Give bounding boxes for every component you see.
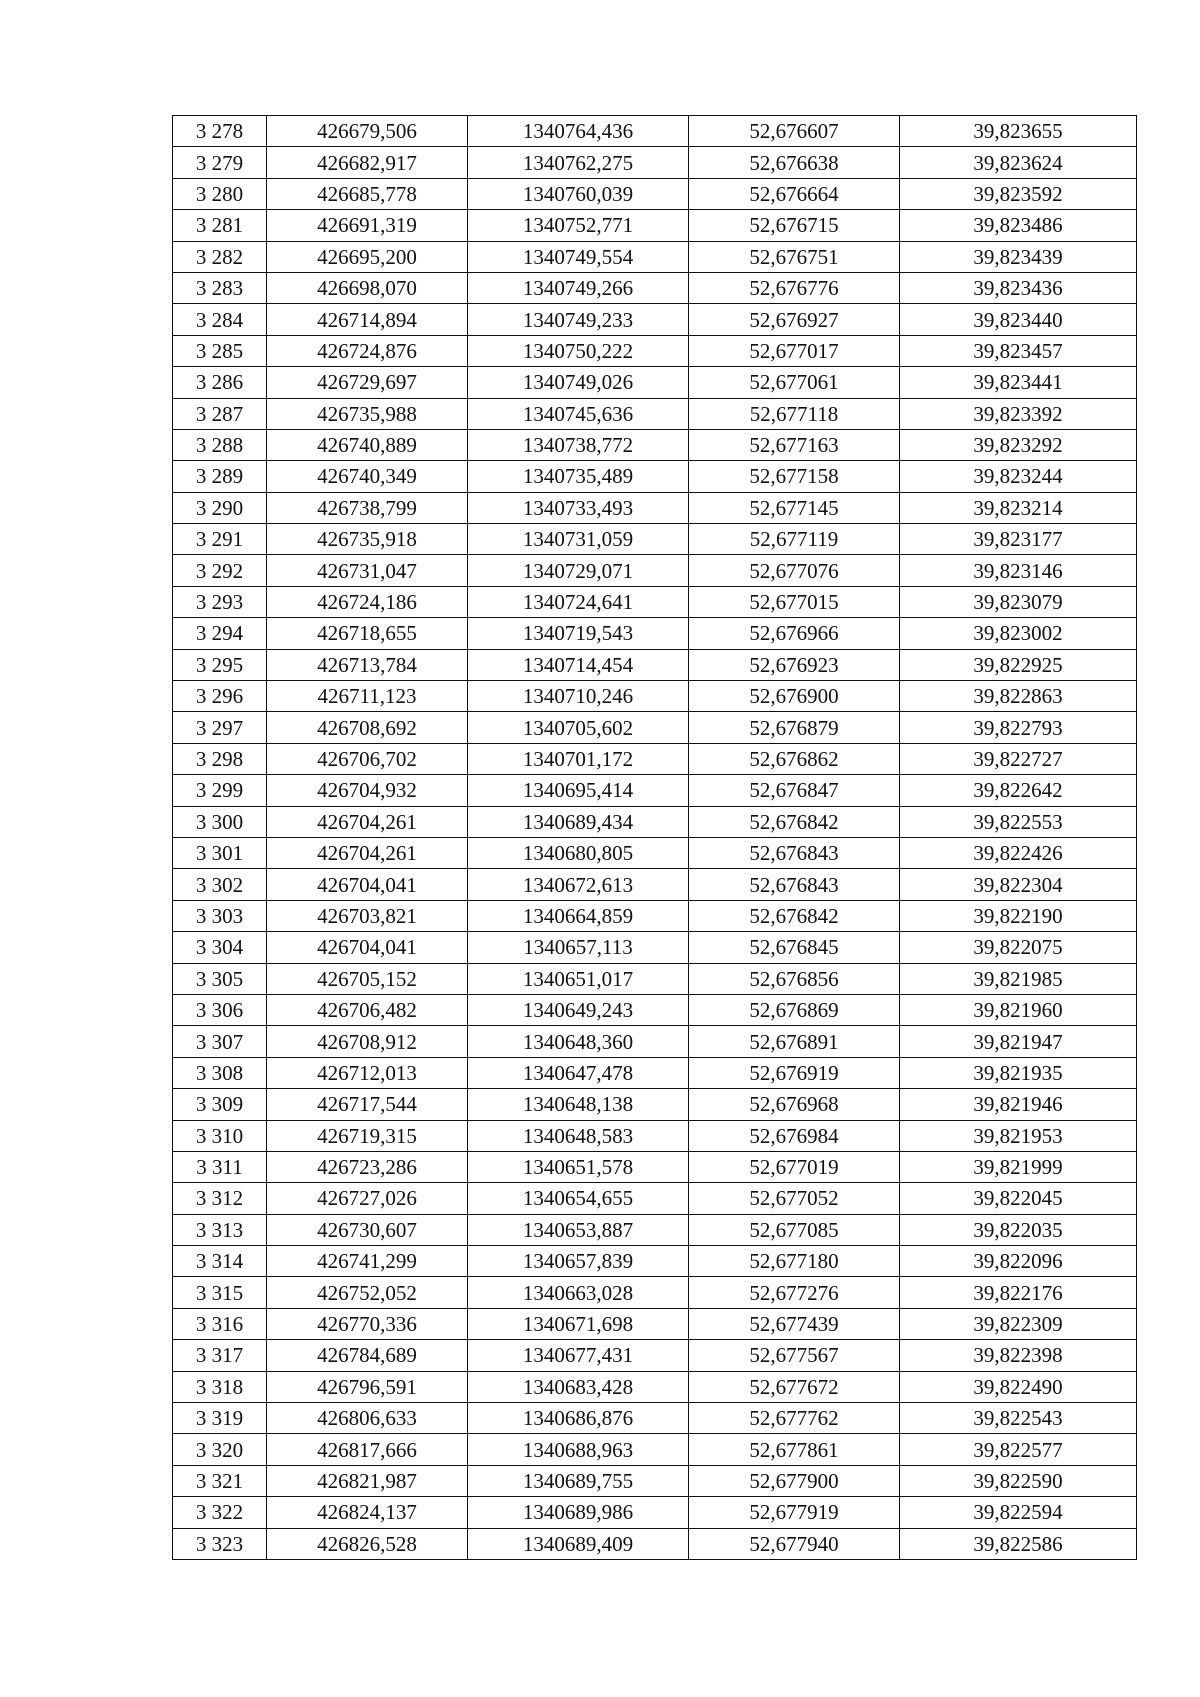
- latitude-cell: 52,677061: [689, 367, 900, 398]
- point-number-cell: 3 298: [173, 743, 267, 774]
- table-row: [173, 1214, 1137, 1245]
- longitude-cell: 39,821999: [900, 1151, 1137, 1182]
- table-row: [173, 555, 1137, 586]
- table-row: [173, 1089, 1137, 1120]
- x-coordinate-cell: 426735,988: [267, 398, 468, 429]
- x-coordinate-cell: 426740,889: [267, 429, 468, 460]
- longitude-cell: 39,823457: [900, 335, 1137, 366]
- longitude-cell: 39,823214: [900, 492, 1137, 523]
- table-row: [173, 932, 1137, 963]
- point-number-cell: 3 321: [173, 1465, 267, 1496]
- x-coordinate-cell: 426695,200: [267, 241, 468, 272]
- point-number-cell: 3 315: [173, 1277, 267, 1308]
- x-coordinate-cell: 426817,666: [267, 1434, 468, 1465]
- y-coordinate-cell: 1340764,436: [468, 116, 689, 147]
- table-row: [173, 1057, 1137, 1088]
- latitude-cell: 52,676891: [689, 1026, 900, 1057]
- longitude-cell: 39,823436: [900, 272, 1137, 303]
- y-coordinate-cell: 1340760,039: [468, 178, 689, 209]
- longitude-cell: 39,822309: [900, 1308, 1137, 1339]
- latitude-cell: 52,677439: [689, 1308, 900, 1339]
- y-coordinate-cell: 1340738,772: [468, 429, 689, 460]
- y-coordinate-cell: 1340672,613: [468, 869, 689, 900]
- point-number-cell: 3 318: [173, 1371, 267, 1402]
- point-number-cell: 3 283: [173, 272, 267, 303]
- longitude-cell: 39,823244: [900, 461, 1137, 492]
- longitude-cell: 39,822190: [900, 900, 1137, 931]
- latitude-cell: 52,676607: [689, 116, 900, 147]
- x-coordinate-cell: 426704,261: [267, 837, 468, 868]
- y-coordinate-cell: 1340671,698: [468, 1308, 689, 1339]
- y-coordinate-cell: 1340657,113: [468, 932, 689, 963]
- latitude-cell: 52,676869: [689, 994, 900, 1025]
- x-coordinate-cell: 426708,912: [267, 1026, 468, 1057]
- longitude-cell: 39,823592: [900, 178, 1137, 209]
- table-row: [173, 1277, 1137, 1308]
- longitude-cell: 39,821935: [900, 1057, 1137, 1088]
- point-number-cell: 3 322: [173, 1497, 267, 1528]
- x-coordinate-cell: 426724,876: [267, 335, 468, 366]
- x-coordinate-cell: 426706,702: [267, 743, 468, 774]
- x-coordinate-cell: 426714,894: [267, 304, 468, 335]
- point-number-cell: 3 297: [173, 712, 267, 743]
- point-number-cell: 3 305: [173, 963, 267, 994]
- y-coordinate-cell: 1340701,172: [468, 743, 689, 774]
- table-row: [173, 335, 1137, 366]
- y-coordinate-cell: 1340648,138: [468, 1089, 689, 1120]
- longitude-cell: 39,822586: [900, 1528, 1137, 1559]
- latitude-cell: 52,676843: [689, 869, 900, 900]
- point-number-cell: 3 309: [173, 1089, 267, 1120]
- latitude-cell: 52,677017: [689, 335, 900, 366]
- longitude-cell: 39,822075: [900, 932, 1137, 963]
- latitude-cell: 52,677861: [689, 1434, 900, 1465]
- latitude-cell: 52,677672: [689, 1371, 900, 1402]
- point-number-cell: 3 281: [173, 210, 267, 241]
- longitude-cell: 39,822553: [900, 806, 1137, 837]
- table-row: [173, 963, 1137, 994]
- latitude-cell: 52,676751: [689, 241, 900, 272]
- longitude-cell: 39,823624: [900, 147, 1137, 178]
- point-number-cell: 3 313: [173, 1214, 267, 1245]
- point-number-cell: 3 294: [173, 618, 267, 649]
- y-coordinate-cell: 1340733,493: [468, 492, 689, 523]
- x-coordinate-cell: 426706,482: [267, 994, 468, 1025]
- point-number-cell: 3 292: [173, 555, 267, 586]
- table-row: [173, 272, 1137, 303]
- table-row: [173, 869, 1137, 900]
- x-coordinate-cell: 426718,655: [267, 618, 468, 649]
- x-coordinate-cell: 426796,591: [267, 1371, 468, 1402]
- point-number-cell: 3 282: [173, 241, 267, 272]
- point-number-cell: 3 287: [173, 398, 267, 429]
- x-coordinate-cell: 426711,123: [267, 681, 468, 712]
- x-coordinate-cell: 426703,821: [267, 900, 468, 931]
- longitude-cell: 39,823441: [900, 367, 1137, 398]
- table-row: [173, 1340, 1137, 1371]
- point-number-cell: 3 308: [173, 1057, 267, 1088]
- latitude-cell: 52,676776: [689, 272, 900, 303]
- longitude-cell: 39,822176: [900, 1277, 1137, 1308]
- table-row: [173, 712, 1137, 743]
- longitude-cell: 39,823292: [900, 429, 1137, 460]
- longitude-cell: 39,823177: [900, 524, 1137, 555]
- latitude-cell: 52,676879: [689, 712, 900, 743]
- x-coordinate-cell: 426821,987: [267, 1465, 468, 1496]
- latitude-cell: 52,676900: [689, 681, 900, 712]
- latitude-cell: 52,676843: [689, 837, 900, 868]
- y-coordinate-cell: 1340749,233: [468, 304, 689, 335]
- latitude-cell: 52,677163: [689, 429, 900, 460]
- table-row: [173, 586, 1137, 617]
- longitude-cell: 39,823439: [900, 241, 1137, 272]
- y-coordinate-cell: 1340705,602: [468, 712, 689, 743]
- latitude-cell: 52,676927: [689, 304, 900, 335]
- table-row: [173, 806, 1137, 837]
- x-coordinate-cell: 426826,528: [267, 1528, 468, 1559]
- y-coordinate-cell: 1340729,071: [468, 555, 689, 586]
- y-coordinate-cell: 1340653,887: [468, 1214, 689, 1245]
- table-row: [173, 618, 1137, 649]
- latitude-cell: 52,677119: [689, 524, 900, 555]
- table-row: [173, 837, 1137, 868]
- y-coordinate-cell: 1340680,805: [468, 837, 689, 868]
- latitude-cell: 52,677052: [689, 1183, 900, 1214]
- table-row: [173, 994, 1137, 1025]
- point-number-cell: 3 291: [173, 524, 267, 555]
- point-number-cell: 3 279: [173, 147, 267, 178]
- x-coordinate-cell: 426698,070: [267, 272, 468, 303]
- point-number-cell: 3 290: [173, 492, 267, 523]
- latitude-cell: 52,677900: [689, 1465, 900, 1496]
- y-coordinate-cell: 1340762,275: [468, 147, 689, 178]
- longitude-cell: 39,822304: [900, 869, 1137, 900]
- table-row: [173, 1465, 1137, 1496]
- point-number-cell: 3 304: [173, 932, 267, 963]
- x-coordinate-cell: 426713,784: [267, 649, 468, 680]
- table-row: [173, 1308, 1137, 1339]
- y-coordinate-cell: 1340651,578: [468, 1151, 689, 1182]
- latitude-cell: 52,677158: [689, 461, 900, 492]
- latitude-cell: 52,676842: [689, 806, 900, 837]
- longitude-cell: 39,822727: [900, 743, 1137, 774]
- latitude-cell: 52,677015: [689, 586, 900, 617]
- latitude-cell: 52,677567: [689, 1340, 900, 1371]
- point-number-cell: 3 302: [173, 869, 267, 900]
- y-coordinate-cell: 1340649,243: [468, 994, 689, 1025]
- x-coordinate-cell: 426824,137: [267, 1497, 468, 1528]
- x-coordinate-cell: 426717,544: [267, 1089, 468, 1120]
- y-coordinate-cell: 1340648,583: [468, 1120, 689, 1151]
- latitude-cell: 52,676664: [689, 178, 900, 209]
- longitude-cell: 39,821946: [900, 1089, 1137, 1120]
- table-row: [173, 775, 1137, 806]
- x-coordinate-cell: 426740,349: [267, 461, 468, 492]
- latitude-cell: 52,677919: [689, 1497, 900, 1528]
- y-coordinate-cell: 1340654,655: [468, 1183, 689, 1214]
- point-number-cell: 3 317: [173, 1340, 267, 1371]
- y-coordinate-cell: 1340663,028: [468, 1277, 689, 1308]
- longitude-cell: 39,822793: [900, 712, 1137, 743]
- x-coordinate-cell: 426730,607: [267, 1214, 468, 1245]
- x-coordinate-cell: 426712,013: [267, 1057, 468, 1088]
- y-coordinate-cell: 1340710,246: [468, 681, 689, 712]
- y-coordinate-cell: 1340719,543: [468, 618, 689, 649]
- longitude-cell: 39,822863: [900, 681, 1137, 712]
- y-coordinate-cell: 1340686,876: [468, 1403, 689, 1434]
- y-coordinate-cell: 1340689,409: [468, 1528, 689, 1559]
- latitude-cell: 52,676968: [689, 1089, 900, 1120]
- x-coordinate-cell: 426729,697: [267, 367, 468, 398]
- x-coordinate-cell: 426719,315: [267, 1120, 468, 1151]
- x-coordinate-cell: 426723,286: [267, 1151, 468, 1182]
- latitude-cell: 52,677276: [689, 1277, 900, 1308]
- table-row: [173, 1183, 1137, 1214]
- point-number-cell: 3 280: [173, 178, 267, 209]
- longitude-cell: 39,822426: [900, 837, 1137, 868]
- y-coordinate-cell: 1340657,839: [468, 1246, 689, 1277]
- table-row: [173, 116, 1137, 147]
- longitude-cell: 39,822490: [900, 1371, 1137, 1402]
- table-row: [173, 1528, 1137, 1559]
- x-coordinate-cell: 426738,799: [267, 492, 468, 523]
- latitude-cell: 52,677019: [689, 1151, 900, 1182]
- latitude-cell: 52,676966: [689, 618, 900, 649]
- longitude-cell: 39,822590: [900, 1465, 1137, 1496]
- x-coordinate-cell: 426704,261: [267, 806, 468, 837]
- table-row: [173, 1403, 1137, 1434]
- point-number-cell: 3 316: [173, 1308, 267, 1339]
- point-number-cell: 3 288: [173, 429, 267, 460]
- table-row: [173, 210, 1137, 241]
- y-coordinate-cell: 1340749,026: [468, 367, 689, 398]
- table-row: [173, 1151, 1137, 1182]
- latitude-cell: 52,677145: [689, 492, 900, 523]
- point-number-cell: 3 323: [173, 1528, 267, 1559]
- table-row: [173, 178, 1137, 209]
- table-row: [173, 241, 1137, 272]
- point-number-cell: 3 296: [173, 681, 267, 712]
- x-coordinate-cell: 426727,026: [267, 1183, 468, 1214]
- table-row: [173, 492, 1137, 523]
- x-coordinate-cell: 426705,152: [267, 963, 468, 994]
- point-number-cell: 3 311: [173, 1151, 267, 1182]
- latitude-cell: 52,677076: [689, 555, 900, 586]
- point-number-cell: 3 319: [173, 1403, 267, 1434]
- y-coordinate-cell: 1340664,859: [468, 900, 689, 931]
- point-number-cell: 3 300: [173, 806, 267, 837]
- x-coordinate-cell: 426731,047: [267, 555, 468, 586]
- table-row: [173, 900, 1137, 931]
- longitude-cell: 39,822045: [900, 1183, 1137, 1214]
- point-number-cell: 3 289: [173, 461, 267, 492]
- longitude-cell: 39,821960: [900, 994, 1137, 1025]
- longitude-cell: 39,821947: [900, 1026, 1137, 1057]
- x-coordinate-cell: 426752,052: [267, 1277, 468, 1308]
- latitude-cell: 52,676847: [689, 775, 900, 806]
- latitude-cell: 52,676862: [689, 743, 900, 774]
- x-coordinate-cell: 426770,336: [267, 1308, 468, 1339]
- latitude-cell: 52,677762: [689, 1403, 900, 1434]
- latitude-cell: 52,677180: [689, 1246, 900, 1277]
- point-number-cell: 3 284: [173, 304, 267, 335]
- y-coordinate-cell: 1340749,266: [468, 272, 689, 303]
- x-coordinate-cell: 426704,041: [267, 869, 468, 900]
- point-number-cell: 3 299: [173, 775, 267, 806]
- x-coordinate-cell: 426704,041: [267, 932, 468, 963]
- longitude-cell: 39,822398: [900, 1340, 1137, 1371]
- table-row: [173, 1371, 1137, 1402]
- x-coordinate-cell: 426708,692: [267, 712, 468, 743]
- coordinates-table: [172, 115, 1137, 1560]
- y-coordinate-cell: 1340695,414: [468, 775, 689, 806]
- y-coordinate-cell: 1340714,454: [468, 649, 689, 680]
- y-coordinate-cell: 1340689,986: [468, 1497, 689, 1528]
- x-coordinate-cell: 426679,506: [267, 116, 468, 147]
- y-coordinate-cell: 1340752,771: [468, 210, 689, 241]
- longitude-cell: 39,823146: [900, 555, 1137, 586]
- x-coordinate-cell: 426724,186: [267, 586, 468, 617]
- x-coordinate-cell: 426691,319: [267, 210, 468, 241]
- x-coordinate-cell: 426741,299: [267, 1246, 468, 1277]
- point-number-cell: 3 301: [173, 837, 267, 868]
- latitude-cell: 52,677085: [689, 1214, 900, 1245]
- longitude-cell: 39,822594: [900, 1497, 1137, 1528]
- longitude-cell: 39,823440: [900, 304, 1137, 335]
- point-number-cell: 3 314: [173, 1246, 267, 1277]
- table-row: [173, 1120, 1137, 1151]
- table-row: [173, 681, 1137, 712]
- latitude-cell: 52,676856: [689, 963, 900, 994]
- point-number-cell: 3 303: [173, 900, 267, 931]
- table-row: [173, 524, 1137, 555]
- table-row: [173, 1434, 1137, 1465]
- point-number-cell: 3 278: [173, 116, 267, 147]
- y-coordinate-cell: 1340749,554: [468, 241, 689, 272]
- table-row: [173, 147, 1137, 178]
- latitude-cell: 52,676638: [689, 147, 900, 178]
- y-coordinate-cell: 1340688,963: [468, 1434, 689, 1465]
- latitude-cell: 52,676845: [689, 932, 900, 963]
- y-coordinate-cell: 1340689,434: [468, 806, 689, 837]
- table-row: [173, 649, 1137, 680]
- table-row: [173, 1246, 1137, 1277]
- table-row: [173, 429, 1137, 460]
- y-coordinate-cell: 1340735,489: [468, 461, 689, 492]
- table-row: [173, 461, 1137, 492]
- y-coordinate-cell: 1340750,222: [468, 335, 689, 366]
- point-number-cell: 3 295: [173, 649, 267, 680]
- longitude-cell: 39,822035: [900, 1214, 1137, 1245]
- x-coordinate-cell: 426735,918: [267, 524, 468, 555]
- longitude-cell: 39,821953: [900, 1120, 1137, 1151]
- latitude-cell: 52,676842: [689, 900, 900, 931]
- y-coordinate-cell: 1340651,017: [468, 963, 689, 994]
- longitude-cell: 39,823486: [900, 210, 1137, 241]
- y-coordinate-cell: 1340648,360: [468, 1026, 689, 1057]
- longitude-cell: 39,822543: [900, 1403, 1137, 1434]
- point-number-cell: 3 307: [173, 1026, 267, 1057]
- y-coordinate-cell: 1340689,755: [468, 1465, 689, 1496]
- latitude-cell: 52,677118: [689, 398, 900, 429]
- table-row: [173, 304, 1137, 335]
- x-coordinate-cell: 426784,689: [267, 1340, 468, 1371]
- y-coordinate-cell: 1340647,478: [468, 1057, 689, 1088]
- latitude-cell: 52,676984: [689, 1120, 900, 1151]
- table-row: [173, 1026, 1137, 1057]
- point-number-cell: 3 312: [173, 1183, 267, 1214]
- y-coordinate-cell: 1340677,431: [468, 1340, 689, 1371]
- longitude-cell: 39,823655: [900, 116, 1137, 147]
- latitude-cell: 52,676923: [689, 649, 900, 680]
- y-coordinate-cell: 1340745,636: [468, 398, 689, 429]
- point-number-cell: 3 320: [173, 1434, 267, 1465]
- table-row: [173, 743, 1137, 774]
- table-row: [173, 1497, 1137, 1528]
- latitude-cell: 52,676919: [689, 1057, 900, 1088]
- table-row: [173, 398, 1137, 429]
- point-number-cell: 3 293: [173, 586, 267, 617]
- longitude-cell: 39,821985: [900, 963, 1137, 994]
- x-coordinate-cell: 426704,932: [267, 775, 468, 806]
- longitude-cell: 39,822577: [900, 1434, 1137, 1465]
- x-coordinate-cell: 426685,778: [267, 178, 468, 209]
- longitude-cell: 39,822925: [900, 649, 1137, 680]
- point-number-cell: 3 310: [173, 1120, 267, 1151]
- latitude-cell: 52,676715: [689, 210, 900, 241]
- point-number-cell: 3 306: [173, 994, 267, 1025]
- point-number-cell: 3 285: [173, 335, 267, 366]
- point-number-cell: 3 286: [173, 367, 267, 398]
- y-coordinate-cell: 1340724,641: [468, 586, 689, 617]
- longitude-cell: 39,822096: [900, 1246, 1137, 1277]
- longitude-cell: 39,823079: [900, 586, 1137, 617]
- x-coordinate-cell: 426682,917: [267, 147, 468, 178]
- longitude-cell: 39,822642: [900, 775, 1137, 806]
- longitude-cell: 39,823002: [900, 618, 1137, 649]
- longitude-cell: 39,823392: [900, 398, 1137, 429]
- latitude-cell: 52,677940: [689, 1528, 900, 1559]
- y-coordinate-cell: 1340683,428: [468, 1371, 689, 1402]
- coordinates-table-body: [173, 116, 1137, 1560]
- x-coordinate-cell: 426806,633: [267, 1403, 468, 1434]
- table-row: [173, 367, 1137, 398]
- y-coordinate-cell: 1340731,059: [468, 524, 689, 555]
